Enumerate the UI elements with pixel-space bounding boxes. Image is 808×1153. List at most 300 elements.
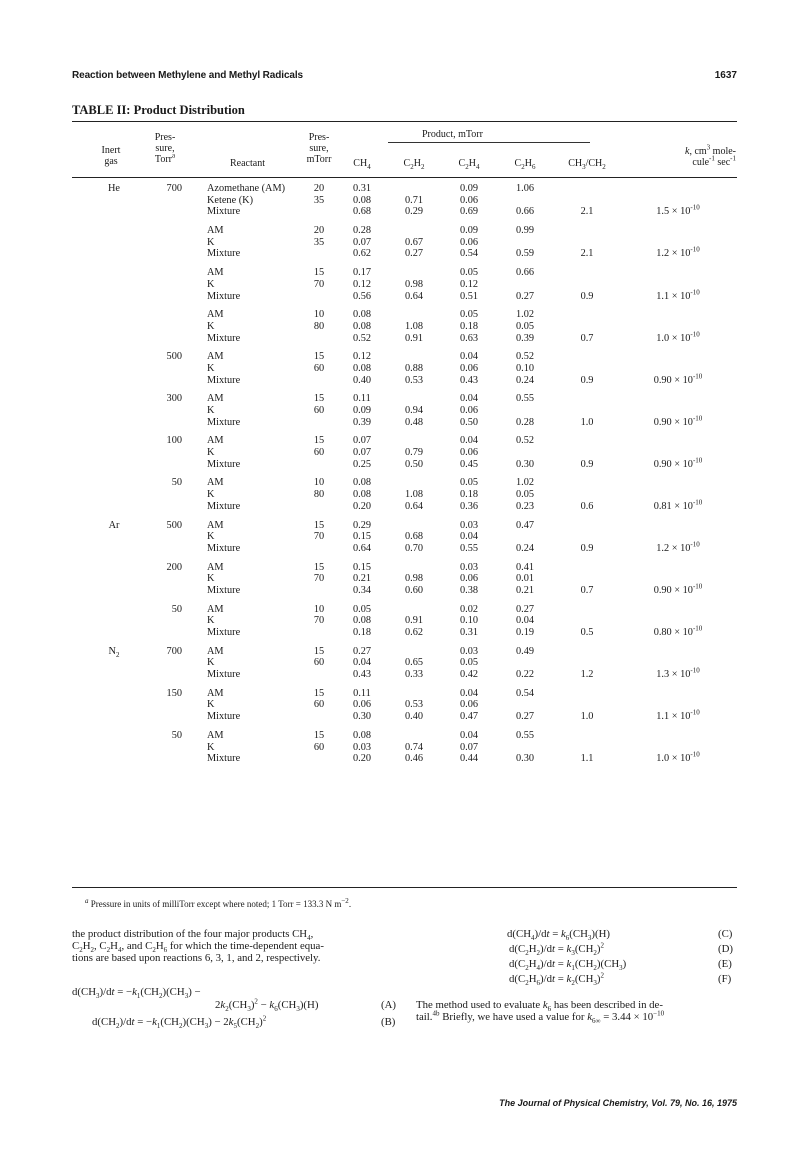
table-row (72, 646, 737, 658)
header-rate-constant: k, $cm^3$ mole- cule$^{-1}$ $\sec^{-1}$ (685, 143, 736, 168)
c2h4-cell: 0.03 (459, 561, 479, 573)
pressure-mtorr-cell: 70 (313, 531, 325, 543)
table-row (72, 657, 737, 669)
reactant-cell: Mixture (207, 711, 241, 723)
rate-constant-cell: $0.80 \times 10^{-10}$ (653, 624, 703, 638)
ch4-cell: 0.21 (352, 573, 372, 585)
pressure-mtorr-cell: 10 (313, 603, 325, 615)
table-title: TABLE II: Product Distribution (72, 103, 245, 117)
pressure-mtorr-cell: 60 (313, 447, 325, 459)
c2h2-cell: 0.65 (404, 657, 424, 669)
c2h2-cell: 0.33 (404, 669, 424, 681)
table-row (72, 742, 737, 754)
table-row (72, 750, 737, 765)
reactant-cell: Mixture (207, 290, 241, 302)
table-row (72, 498, 737, 513)
table-row (72, 330, 737, 345)
pressure-mtorr-cell: 15 (313, 393, 325, 405)
reactant-cell: AM (207, 729, 224, 741)
rate-constant-cell: $0.81 \times 10^{-10}$ (653, 498, 703, 512)
c2h4-cell: 0.06 (459, 573, 479, 585)
c2h6-cell: 0.19 (515, 627, 535, 638)
table-row (72, 582, 737, 597)
ch4-cell: 0.05 (352, 603, 372, 615)
c2h4-cell: 0.47 (459, 711, 479, 723)
c2h6-cell: 0.54 (515, 687, 535, 699)
rate-constant-cell: $1.5 \times 10^{-10}$ (656, 203, 700, 218)
footnote-mark: a (171, 151, 176, 160)
table-row-group (72, 688, 737, 723)
pressure-mtorr-cell: 15 (313, 519, 325, 531)
equation-a-line2: $2k_2(CH_3)^2 - k_6(CH_3)(H)$ (215, 997, 319, 1014)
c2h4-cell: 0.50 (459, 416, 479, 428)
table-row-group (72, 520, 737, 555)
c2h6-cell: 0.01 (515, 573, 535, 585)
equation-f: $d(C_2H_6)/dt = k_2(CH_3)^2$ (509, 971, 605, 988)
pressure-torr-cell: 150 (166, 687, 182, 699)
ch4-cell: 0.04 (352, 657, 372, 669)
reactant-cell: Mixture (207, 669, 241, 681)
c2h4-cell: 0.04 (459, 351, 479, 363)
c2h4-cell: 0.03 (459, 645, 479, 657)
ch4-cell: 0.06 (352, 699, 372, 711)
c2h2-cell: 0.94 (404, 405, 424, 416)
c2h6-cell: 0.30 (515, 753, 535, 765)
c2h6-cell: 0.24 (515, 542, 535, 554)
c2h4-cell: 0.10 (459, 615, 479, 627)
c2h2-cell: 0.68 (404, 531, 424, 543)
c2h4-cell: 0.36 (459, 500, 479, 512)
table-body (72, 183, 737, 772)
c2h2-cell: 0.62 (404, 627, 424, 638)
c2h2-cell: 0.53 (404, 699, 424, 711)
reactant-cell: AM (207, 645, 224, 657)
reactant-cell: Mixture (207, 374, 241, 386)
c2h2-cell: 0.98 (404, 278, 424, 290)
reactant-cell: Mixture (207, 332, 241, 344)
ch4-cell: 0.07 (352, 236, 372, 248)
table-row-group (72, 646, 737, 681)
reactant-cell: AM (207, 519, 224, 531)
table-row (72, 309, 737, 321)
reactant-cell: AM (207, 309, 224, 321)
header-product-group: Product, mTorr (422, 129, 483, 140)
table-row-group (72, 183, 737, 218)
table-row (72, 456, 737, 471)
running-title: Reaction between Methylene and Methyl Radicals (72, 70, 304, 81)
c2h4-cell: 0.04 (459, 687, 479, 699)
c2h4-cell: 0.05 (459, 657, 479, 669)
c2h2-cell: 0.64 (404, 500, 424, 512)
c2h6-cell: 0.47 (515, 519, 535, 531)
pressure-mtorr-cell: 10 (313, 477, 325, 489)
pressure-torr-cell: 50 (171, 603, 182, 615)
c2h4-cell: 0.03 (459, 519, 479, 531)
header-c2h4: $C_2H_4$ (458, 158, 480, 171)
ch4-cell: 0.08 (352, 729, 372, 741)
reactant-cell: AM (207, 687, 224, 699)
pressure-torr-cell: 50 (171, 729, 182, 741)
c2h2-cell: 0.71 (404, 194, 424, 206)
pressure-mtorr-cell: 15 (313, 561, 325, 573)
ch4-cell: 0.56 (352, 290, 372, 302)
ch4-cell: 0.07 (352, 435, 372, 447)
c2h2-cell: 0.79 (404, 447, 424, 459)
c2h2-cell: 0.70 (404, 542, 424, 554)
header-reactant: Reactant (230, 158, 265, 169)
ratio-cell: 0.9 (580, 542, 594, 554)
c2h2-cell: 0.74 (404, 741, 424, 753)
reactant-cell: AM (207, 603, 224, 615)
c2h6-cell: 1.02 (515, 477, 535, 489)
pressure-mtorr-cell: 60 (313, 741, 325, 753)
table-row-group (72, 562, 737, 597)
table-row (72, 562, 737, 574)
reactant-cell: K (207, 657, 215, 669)
pressure-torr-cell: 700 (166, 645, 182, 657)
rate-constant-cell: $0.90 \times 10^{-10}$ (653, 414, 703, 428)
table-top-rule (72, 121, 737, 122)
c2h2-cell: 0.27 (404, 248, 424, 260)
table-row (72, 435, 737, 447)
ratio-cell: 2.1 (580, 206, 594, 218)
c2h6-cell: 0.27 (515, 290, 535, 302)
body-paragraph-right: The method used to evaluate $k_6$ has been described in de- tail.$^{4b}$ Briefly, we have used a value for $k_{6\infty} = 3.44 \times 10^{-10}$ (416, 999, 665, 1026)
c2h2-cell: 0.46 (404, 753, 424, 765)
ratio-cell: 0.9 (580, 458, 594, 470)
ch4-cell: 0.20 (352, 500, 372, 512)
c2h4-cell: 0.44 (459, 753, 479, 765)
pressure-torr-cell: 500 (166, 519, 182, 531)
reactant-cell: K (207, 699, 215, 711)
c2h6-cell: 0.52 (515, 351, 535, 363)
c2h4-cell: 0.54 (459, 248, 479, 260)
ch4-cell: 0.08 (352, 320, 372, 332)
c2h6-cell: 0.66 (515, 206, 535, 218)
rate-constant-cell: $1.1 \times 10^{-10}$ (656, 288, 700, 302)
table-row (72, 604, 737, 616)
table-footnote: $^a$ Pressure in units of milliTorr except where noted; 1 Torr = 133.3 N $m^{-2}$. (85, 897, 352, 909)
table-row (72, 288, 737, 303)
ch4-cell: 0.39 (352, 416, 372, 428)
pressure-mtorr-cell: 15 (313, 351, 325, 363)
table-row (72, 321, 737, 333)
c2h4-cell: 0.06 (459, 362, 479, 374)
c2h4-cell: 0.51 (459, 290, 479, 302)
reactant-cell: Mixture (207, 542, 241, 554)
table-row (72, 699, 737, 711)
equation-b-label: (B) (381, 1016, 396, 1028)
journal-footer: The Journal of Physical Chemistry, Vol. 79, No. 16, 1975 (499, 1098, 737, 1108)
c2h4-cell: 0.06 (459, 447, 479, 459)
pressure-mtorr-cell: 15 (313, 687, 325, 699)
table-row-group (72, 604, 737, 639)
equation-a-line1: $d(CH_3)/dt = -k_1(CH_2)(CH_3)$ − (72, 986, 201, 1001)
table-row-group (72, 435, 737, 470)
table-row (72, 573, 737, 585)
reactant-cell: K (207, 405, 215, 416)
reactant-cell: Mixture (207, 753, 241, 765)
rate-constant-cell: $1.2 \times 10^{-10}$ (656, 540, 700, 554)
pressure-mtorr-cell: 35 (313, 194, 325, 206)
c2h2-cell: 0.50 (404, 458, 424, 470)
table-row-group (72, 225, 737, 260)
inert-gas-cell: Ar (108, 519, 120, 531)
ch4-cell: 0.25 (352, 458, 372, 470)
c2h2-cell: 1.08 (404, 320, 424, 332)
ch4-cell: 0.08 (352, 362, 372, 374)
table-row-group (72, 730, 737, 765)
c2h6-cell: 0.24 (515, 374, 535, 386)
pressure-mtorr-cell: 80 (313, 320, 325, 332)
table-row (72, 615, 737, 627)
c2h4-cell: 0.63 (459, 332, 479, 344)
ch4-cell: 0.18 (352, 627, 372, 638)
c2h4-cell: 0.05 (459, 477, 479, 489)
reactant-cell: K (207, 320, 215, 332)
c2h4-cell: 0.04 (459, 435, 479, 447)
c2h4-cell: 0.04 (459, 531, 479, 543)
pressure-mtorr-cell: 80 (313, 489, 325, 501)
rate-constant-cell: $1.0 \times 10^{-10}$ (656, 330, 700, 344)
c2h6-cell: 0.05 (515, 489, 535, 501)
table-row (72, 363, 737, 375)
ch4-cell: 0.09 (352, 405, 372, 416)
table-row (72, 351, 737, 363)
reactant-cell: AM (207, 225, 224, 237)
ch4-cell: 0.03 (352, 741, 372, 753)
header-ch4: $CH_4$ (353, 158, 371, 171)
c2h2-cell: 0.40 (404, 711, 424, 723)
c2h2-cell: 1.08 (404, 489, 424, 501)
equation-d-label: (D) (718, 943, 733, 955)
reactant-cell: AM (207, 267, 224, 279)
table-row (72, 237, 737, 249)
ch4-cell: 0.30 (352, 711, 372, 723)
page-number: 1637 (714, 70, 737, 81)
pressure-mtorr-cell: 60 (313, 699, 325, 711)
c2h6-cell: 0.04 (515, 615, 535, 627)
table-header-rule (72, 177, 737, 178)
table-row (72, 405, 737, 417)
inert-gas-cell: $N_2$ (108, 645, 120, 659)
c2h2-cell: 0.91 (404, 332, 424, 344)
ch4-cell: 0.43 (352, 669, 372, 681)
running-header (72, 70, 737, 84)
c2h4-cell: 0.38 (459, 584, 479, 596)
ch4-cell: 0.12 (352, 351, 372, 363)
ratio-cell: 0.6 (580, 500, 594, 512)
table-row (72, 489, 737, 501)
c2h6-cell: 0.99 (515, 225, 535, 237)
c2h4-cell: 0.06 (459, 699, 479, 711)
header-inert-gas: Inert gas (101, 145, 121, 167)
c2h6-cell: 0.28 (515, 416, 535, 428)
c2h4-cell: 0.05 (459, 267, 479, 279)
rate-constant-cell: $1.0 \times 10^{-10}$ (656, 750, 700, 765)
pressure-torr-cell: 500 (166, 351, 182, 363)
table-row (72, 520, 737, 532)
pressure-mtorr-cell: 20 (313, 225, 325, 237)
c2h2-cell: 0.64 (404, 290, 424, 302)
c2h4-cell: 0.31 (459, 627, 479, 638)
ch4-cell: 0.15 (352, 531, 372, 543)
pressure-mtorr-cell: 60 (313, 405, 325, 416)
reactant-cell: Mixture (207, 500, 241, 512)
pressure-mtorr-cell: 70 (313, 615, 325, 627)
c2h4-cell: 0.42 (459, 669, 479, 681)
c2h6-cell: 0.59 (515, 248, 535, 260)
table-row (72, 414, 737, 429)
equation-d: $d(C_2H_2)/dt = k_3(CH_2)^2$ (509, 941, 605, 958)
reactant-cell: K (207, 741, 215, 753)
reactant-cell: Mixture (207, 206, 241, 218)
c2h6-cell: 0.41 (515, 561, 535, 573)
table-header (72, 125, 737, 175)
ch4-cell: 0.17 (352, 267, 372, 279)
c2h4-cell: 0.45 (459, 458, 479, 470)
reactant-cell: K (207, 615, 215, 627)
table-row (72, 730, 737, 742)
table-row-group (72, 351, 737, 386)
ratio-cell: 0.9 (580, 290, 594, 302)
ch4-cell: 0.07 (352, 447, 372, 459)
rate-constant-cell: $1.2 \times 10^{-10}$ (656, 246, 700, 260)
ratio-cell: 0.9 (580, 374, 594, 386)
c2h6-cell: 0.27 (515, 711, 535, 723)
ch4-cell: 0.28 (352, 225, 372, 237)
pressure-mtorr-cell: 10 (313, 309, 325, 321)
reactant-cell: Azomethane (AM) (207, 183, 286, 194)
c2h6-cell: 0.05 (515, 320, 535, 332)
ch4-cell: 0.40 (352, 374, 372, 386)
pressure-mtorr-cell: 70 (313, 573, 325, 585)
reactant-cell: Mixture (207, 627, 241, 638)
pressure-mtorr-cell: 15 (313, 729, 325, 741)
header-c2h6: $C_2H_6$ (514, 158, 536, 171)
ch4-cell: 0.12 (352, 278, 372, 290)
c2h4-cell: 0.09 (459, 183, 479, 194)
pressure-torr-cell: 700 (166, 183, 182, 194)
rate-constant-cell: $0.90 \times 10^{-10}$ (653, 456, 703, 470)
reactant-cell: Mixture (207, 458, 241, 470)
equation-c-label: (C) (718, 928, 733, 940)
pressure-mtorr-cell: 15 (313, 435, 325, 447)
equation-f-label: (F) (718, 973, 732, 985)
pressure-mtorr-cell: 60 (313, 362, 325, 374)
c2h2-cell: 0.91 (404, 615, 424, 627)
reactant-cell: AM (207, 435, 224, 447)
table-row (72, 183, 737, 195)
equation-b: $d(CH_2)/dt = -k_1(CH_2)(CH_3) - 2k_5(CH_2)^2$ (92, 1014, 267, 1031)
ch4-cell: 0.20 (352, 753, 372, 765)
rate-constant-cell: $1.3 \times 10^{-10}$ (656, 666, 700, 681)
ch4-cell: 0.31 (352, 183, 372, 194)
table-row (72, 624, 737, 639)
table-row (72, 393, 737, 405)
c2h6-cell: 0.55 (515, 393, 535, 405)
table-row-group (72, 393, 737, 428)
pressure-mtorr-cell: 35 (313, 236, 325, 248)
c2h4-cell: 0.04 (459, 393, 479, 405)
c2h2-cell: 0.48 (404, 416, 424, 428)
c2h2-cell: 0.67 (404, 236, 424, 248)
c2h6-cell: 0.66 (515, 267, 535, 279)
pressure-torr-cell: 300 (166, 393, 182, 405)
c2h4-cell: 0.69 (459, 206, 479, 218)
table-row (72, 688, 737, 700)
equation-a-label: (A) (381, 999, 396, 1011)
equation-e-label: (E) (718, 958, 732, 970)
reactant-cell: K (207, 236, 215, 248)
pressure-torr-cell: 200 (166, 561, 182, 573)
header-ratio: $CH_3/CH_2$ (568, 158, 606, 171)
c2h4-cell: 0.06 (459, 405, 479, 416)
c2h4-cell: 0.55 (459, 542, 479, 554)
table-row (72, 203, 737, 218)
c2h6-cell: 0.30 (515, 458, 535, 470)
table-row (72, 477, 737, 489)
c2h4-cell: 0.02 (459, 603, 479, 615)
reactant-cell: AM (207, 561, 224, 573)
ratio-cell: 0.5 (580, 627, 594, 638)
c2h6-cell: 1.06 (515, 183, 535, 194)
pressure-mtorr-cell: 15 (313, 645, 325, 657)
c2h6-cell: 0.10 (515, 362, 535, 374)
ch4-cell: 0.08 (352, 615, 372, 627)
c2h6-cell: 0.55 (515, 729, 535, 741)
table-row (72, 447, 737, 459)
table-row (72, 708, 737, 723)
ch4-cell: 0.11 (353, 393, 371, 405)
pressure-mtorr-cell: 60 (313, 657, 325, 669)
table-row (72, 225, 737, 237)
c2h6-cell: 0.52 (515, 435, 535, 447)
reactant-cell: K (207, 278, 215, 290)
inert-gas-cell: He (107, 183, 120, 194)
ch4-cell: 0.29 (352, 519, 372, 531)
ch4-cell: 0.64 (352, 542, 372, 554)
table-row (72, 267, 737, 279)
table-row-group (72, 267, 737, 302)
ratio-cell: 1.0 (580, 711, 594, 723)
reactant-cell: K (207, 489, 215, 501)
ch4-cell: 0.08 (352, 489, 372, 501)
c2h4-cell: 0.04 (459, 729, 479, 741)
ch4-cell: 0.52 (352, 332, 372, 344)
body-paragraph-left: the product distribution of the four major products $CH_4$, $C_2H_2$, $C_2H_4$, and $C_2H_6$ for which the time-dependent equa- tions are based upon reactions 6, 3, 1, and 2, respectively. (72, 928, 324, 965)
reactant-cell: AM (207, 393, 224, 405)
c2h6-cell: 0.23 (515, 500, 535, 512)
header-pressure-mtorr: Pres- sure, mTorr (306, 132, 332, 165)
reactant-cell: AM (207, 351, 224, 363)
c2h2-cell: 0.53 (404, 374, 424, 386)
pressure-mtorr-cell: 20 (313, 183, 325, 194)
pressure-torr-cell: 100 (166, 435, 182, 447)
ch4-cell: 0.15 (352, 561, 372, 573)
header-c2h2: $C_2H_2$ (403, 158, 425, 171)
c2h6-cell: 0.21 (515, 584, 535, 596)
c2h6-cell: 1.02 (515, 309, 535, 321)
rate-constant-cell: $0.90 \times 10^{-10}$ (653, 372, 703, 386)
table-row (72, 372, 737, 387)
reactant-cell: Mixture (207, 584, 241, 596)
header-pressure-torr: Pres- sure, Torr$^a$ (154, 132, 176, 165)
table-row-group (72, 309, 737, 344)
table-row (72, 540, 737, 555)
pressure-mtorr-cell: 15 (313, 267, 325, 279)
c2h4-cell: 0.09 (459, 225, 479, 237)
